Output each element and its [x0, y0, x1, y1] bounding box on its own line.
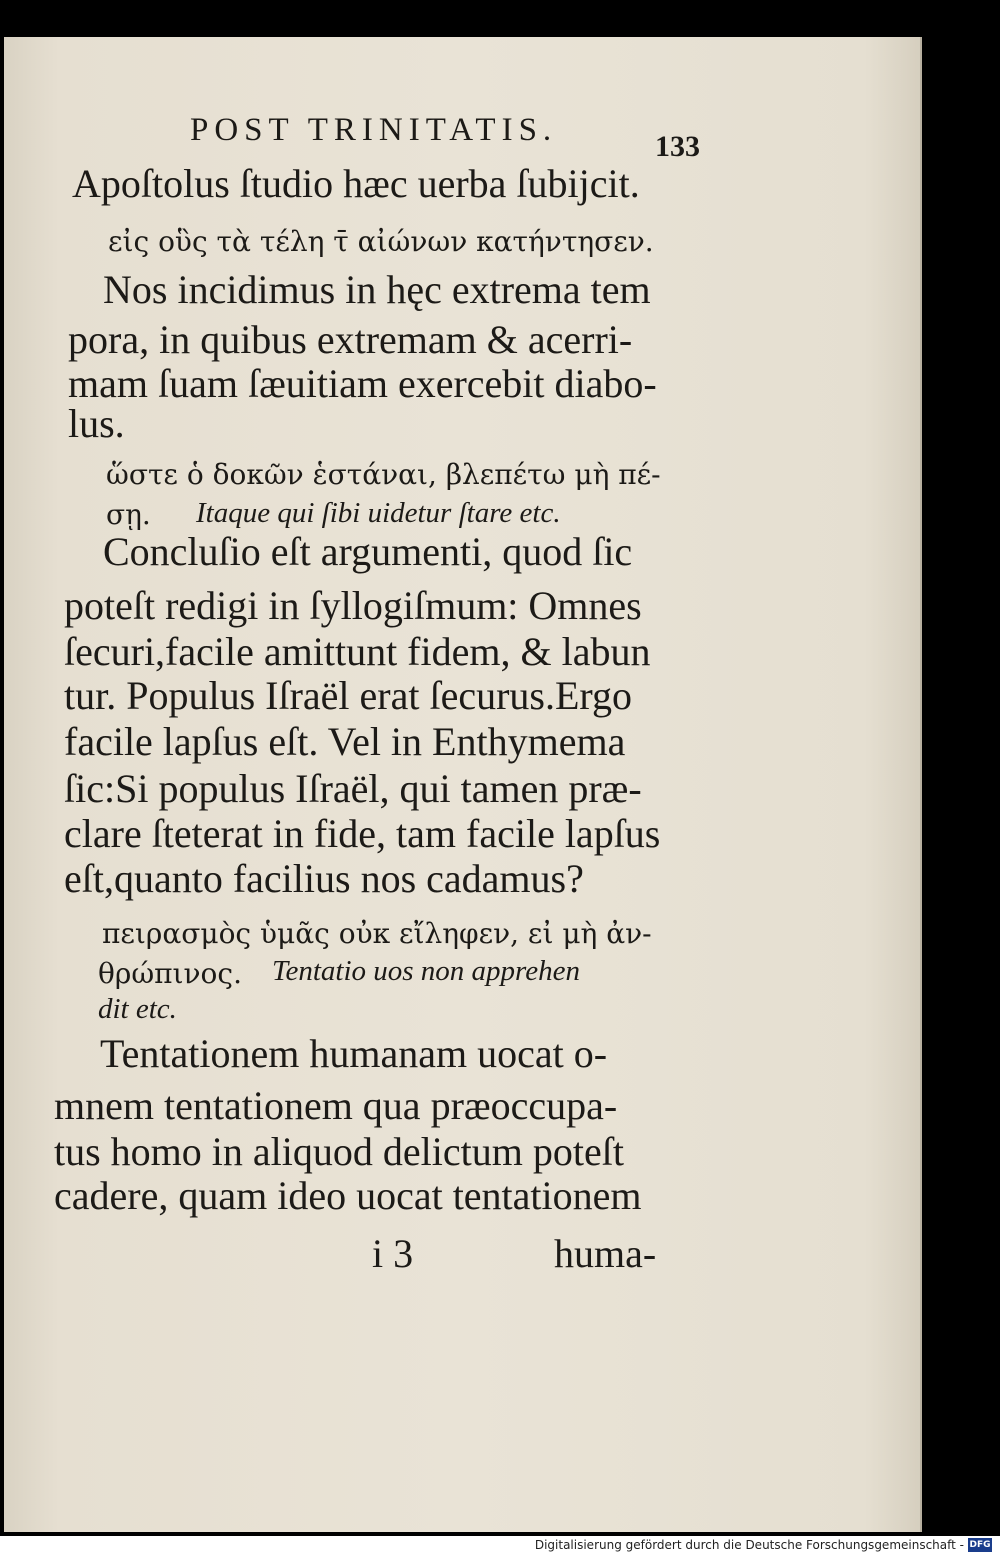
text-line: Apoſtolus ſtudio hæc uerba ſubijcit.: [72, 161, 640, 206]
greek-line: θρώπινος.: [98, 957, 242, 990]
text-line: facile lapſus eſt. Vel in Enthymema: [64, 719, 626, 764]
text-line: Tentationem humanam uocat o-: [100, 1031, 608, 1076]
latin-gloss-line: Itaque qui ſibi uidetur ſtare etc.: [196, 497, 561, 529]
text-line: clare ſteterat in fide, tam facile lapſus: [64, 811, 661, 856]
signature-mark: i 3: [372, 1231, 414, 1276]
greek-line: σῃ.: [106, 498, 151, 531]
text-line: ſecuri,facile amittunt fidem, & labun: [64, 629, 651, 674]
text-line: Nos incidimus in hęc extrema tem: [103, 267, 651, 312]
text-line: tur. Populus Iſraël erat ſecurus.Ergo: [64, 673, 633, 718]
page-number: 133: [655, 130, 700, 163]
text-line: cadere, quam ideo uocat tentationem: [54, 1173, 642, 1218]
catchword: huma-: [554, 1231, 657, 1276]
text-line: pora, in quibus extremam & acerri-: [68, 317, 633, 362]
text-line: lus.: [68, 401, 125, 446]
text-line: tus homo in aliquod delictum poteſt: [54, 1129, 624, 1174]
text-line: mnem tentationem qua præoccupa-: [54, 1083, 618, 1128]
text-line: eſt,quanto facilius nos cadamus?: [64, 856, 584, 901]
dfg-logo: DFG: [969, 1540, 991, 1550]
greek-line: πειρασμὸς ὑμᾶς οὐκ εἴληφεν, εἰ μὴ ἀν-: [102, 917, 652, 950]
text-line: poteſt redigi in ſyllogiſmum: Omnes: [64, 583, 642, 628]
text-line: mam ſuam ſæuitiam exercebit diabo-: [68, 361, 657, 406]
greek-line: ὥστε ὁ δοκῶν ἑστάναι, βλεπέτω μὴ πέ-: [106, 458, 661, 491]
latin-gloss-line: dit etc.: [98, 993, 177, 1025]
greek-line: εἰς οὓς τὰ τέλη τ̄ αἰώνων κατήντησεν.: [108, 225, 654, 258]
funding-credit: Digitalisierung gefördert durch die Deutsche Forschungsgemeinschaft -: [534, 1538, 964, 1552]
text-line: Concluſio eſt argumenti, quod ſic: [103, 529, 633, 574]
running-title: POST TRINITATIS.: [190, 112, 558, 148]
latin-gloss-line: Tentatio uos non apprehen: [272, 955, 580, 987]
text-line: ſic:Si populus Iſraël, qui tamen præ-: [64, 766, 642, 811]
